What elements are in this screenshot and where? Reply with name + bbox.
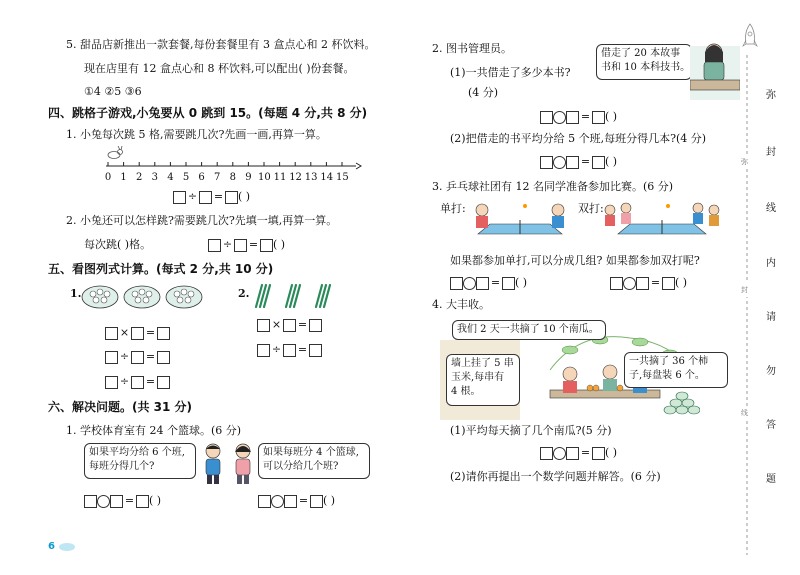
answer-box[interactable] [592,111,605,124]
q4-sub1: (1)平均每天摘了几个南瓜?(5 分) [450,424,612,437]
corn-bubble: 墙上挂了 5 串 玉米,每串有 4 根。 [446,354,520,406]
q2-title: 2. 图书管理员。 [432,42,512,55]
answer-box[interactable] [540,111,553,124]
seal-line [745,55,749,555]
s5-eq1: × = [105,326,170,340]
answer-box[interactable] [131,351,144,364]
s5-eq5: ÷ = [257,343,322,357]
answer-box[interactable] [199,191,212,204]
section4-q1: 1. 小兔每次跳 5 格,需要跳几次?先画一画,再算一算。 [66,128,327,141]
answer-box[interactable] [84,495,97,508]
q3-eq2: = ( ) [610,276,687,290]
q5-options: ①4 ②5 ③6 [84,85,142,98]
answer-box[interactable] [566,447,579,460]
girl-figure-image [228,442,258,486]
q3-single-label: 单打: [440,202,466,215]
margin-char: 线 [766,203,776,214]
seal-small-1: 弥 [741,155,748,169]
s6-eq1: = ( ) [84,494,161,508]
number-line-label: 15 [336,172,349,183]
answer-box[interactable] [309,344,322,357]
unit-paren[interactable]: ( ) [149,494,162,507]
answer-box[interactable] [592,447,605,460]
number-line [100,158,362,172]
answer-box[interactable] [131,327,144,340]
q3-eq1: = ( ) [450,276,527,290]
answer-box[interactable] [284,495,297,508]
q2-equation: ÷ = ( ) [208,238,285,252]
pencil-bundles-image [250,282,350,310]
answer-box[interactable] [540,156,553,169]
unit-paren[interactable]: ( ) [238,190,251,203]
seal-small-3: 线 [741,406,748,420]
s5-eq4: × = [257,318,322,332]
q2-sub1: (1)一共借走了多少本书? [450,66,571,79]
operator-circle[interactable] [553,447,566,460]
answer-box[interactable] [476,277,489,290]
speech-bubble-a: 如果平均分给 6 个班, 每班分得几个? [84,443,196,479]
section6-q1: 1. 学校体育室有 24 个篮球。(6 分) [66,424,242,437]
number-line-label: 14 [320,172,334,183]
librarian-image [690,36,740,100]
answer-box[interactable] [310,495,323,508]
s5-eq3: ÷ = [105,375,170,389]
operator-circle[interactable] [553,156,566,169]
answer-box[interactable] [636,277,649,290]
answer-box[interactable] [258,495,271,508]
unit-paren[interactable]: ( ) [273,238,286,251]
answer-box[interactable] [283,319,296,332]
persimmon-bubble: 一共摘了 36 个柿 子,每盘装 6 个。 [624,352,728,388]
number-line-label: 7 [214,172,221,183]
section4-q2: 2. 小兔还可以怎样跳?需要跳几次?先填一填,再算一算。 [66,214,338,227]
answer-box[interactable] [257,319,270,332]
operator-circle[interactable] [271,495,284,508]
q3-title: 3. 乒乓球社团有 12 名同学准备参加比赛。(6 分) [432,180,674,193]
librarian-bubble: 借走了 20 本故事 书和 10 本科技书。 [596,44,692,80]
operator-circle[interactable] [463,277,476,290]
number-line-label: 5 [182,172,190,183]
number-line-label: 11 [273,172,287,183]
operator-circle[interactable] [97,495,110,508]
operator-circle[interactable] [553,111,566,124]
section5-title: 五、看图列式计算。(每式 2 分,共 10 分) [48,262,274,276]
margin-char: 弥 [766,90,776,101]
answer-box[interactable] [225,191,238,204]
answer-box[interactable] [309,319,322,332]
number-line-label: 4 [167,172,174,183]
margin-char: 答 [766,420,776,431]
q2-eq2: = ( ) [540,155,617,169]
answer-box[interactable] [662,277,675,290]
answer-box[interactable] [136,495,149,508]
operator-circle[interactable] [623,277,636,290]
number-line-label: 8 [229,172,236,183]
number-line-label: 3 [151,172,158,183]
unit-paren[interactable]: ( ) [605,110,618,123]
q4-sub2: (2)请你再提出一个数学问题并解答。(6 分) [450,470,661,483]
speech-bubble-b: 如果每班分 4 个篮球, 可以分给几个班? [258,443,370,479]
number-line-label: 2 [136,172,143,183]
double-match-image [602,198,722,242]
answer-box[interactable] [566,156,579,169]
unit-paren[interactable]: ( ) [323,494,336,507]
pumpkin-bubble: 我们 2 天一共摘了 10 个南瓜。 [452,320,606,340]
margin-char: 内 [766,258,776,269]
margin-char: 勿 [766,366,776,377]
q1-equation: ÷ = ( ) [173,190,250,204]
answer-box[interactable] [131,376,144,389]
q2-sub2: (2)把借走的书平均分给 5 个班,每班分得几本?(4 分) [450,132,707,145]
unit-paren[interactable]: ( ) [605,155,618,168]
seal-small-2: 封 [741,283,748,297]
answer-box[interactable] [157,351,170,364]
q4-title: 4. 大丰收。 [432,298,490,311]
number-line-label: 6 [198,172,205,183]
section5-n2: 2. [238,287,250,300]
answer-box[interactable] [540,447,553,460]
rocket-icon [738,22,762,52]
section4-q2-fill[interactable]: 每次跳( )格。 [84,238,152,251]
answer-box[interactable] [257,344,270,357]
s5-eq2: ÷ = [105,350,170,364]
margin-char: 题 [766,474,776,485]
answer-box[interactable] [450,277,463,290]
q2-eq1: = ( ) [540,110,617,124]
answer-box[interactable] [110,495,123,508]
section5-n1: 1. [70,287,82,300]
answer-box[interactable] [592,156,605,169]
leaf-decoration-icon [57,541,77,553]
section6-title: 六、解决问题。(共 31 分) [48,400,193,414]
answer-box[interactable] [283,344,296,357]
unit-paren[interactable]: ( ) [605,446,618,459]
q5-line2: 现在店里有 12 盒点心和 8 杯饮料,可以配出( )份套餐。 [84,62,355,75]
number-line-label: 1 [120,172,127,183]
page-number: 6 [48,541,55,552]
unit-paren[interactable]: ( ) [675,276,688,289]
section4-title: 四、跳格子游戏,小兔要从 0 跳到 15。(每题 4 分,共 8 分) [48,106,368,120]
q2-sub1-score: (4 分) [468,86,499,99]
answer-box[interactable] [105,327,118,340]
answer-box[interactable] [105,351,118,364]
q3-question: 如果都参加单打,可以分成几组? 如果都参加双打呢? [450,254,700,267]
steamer-baskets-image [80,283,210,311]
answer-box[interactable] [610,277,623,290]
answer-box[interactable] [566,111,579,124]
answer-box[interactable] [105,376,118,389]
boy-figure-image [198,442,228,486]
answer-box[interactable] [234,239,247,252]
unit-paren[interactable]: ( ) [515,276,528,289]
number-line-label: 13 [304,172,318,183]
number-line-label: 9 [245,172,252,183]
q4-eq1: = ( ) [540,446,617,460]
answer-box[interactable] [260,239,273,252]
answer-box[interactable] [157,327,170,340]
q5-line1: 5. 甜品店新推出一款套餐,每份套餐里有 3 盒点心和 2 杯饮料。 [66,38,376,51]
number-line-label: 10 [258,172,271,183]
single-match-image [470,198,570,242]
margin-char: 封 [766,147,776,158]
answer-box[interactable] [208,239,221,252]
number-line-label: 0 [104,172,112,183]
answer-box[interactable] [502,277,515,290]
answer-box[interactable] [173,191,186,204]
answer-box[interactable] [157,376,170,389]
margin-char: 请 [766,312,776,323]
s6-eq2: = ( ) [258,494,335,508]
number-line-label: 12 [289,172,302,183]
q3-double-label: 双打: [578,202,604,215]
